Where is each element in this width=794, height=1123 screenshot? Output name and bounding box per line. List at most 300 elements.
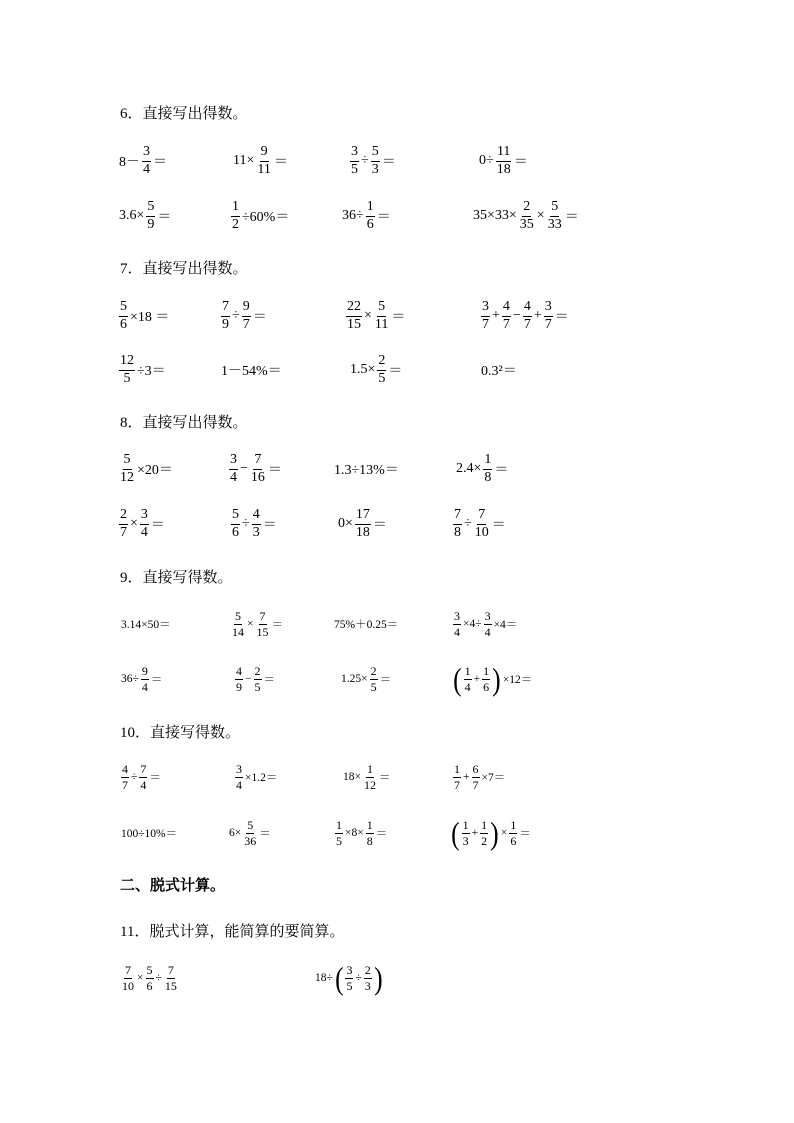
- numerator: 1: [464, 663, 471, 678]
- fraction: [366, 819, 374, 847]
- denominator: 7: [472, 777, 479, 792]
- math-problem: [345, 291, 406, 341]
- denominator: 8: [454, 524, 461, 540]
- numerator: 2: [522, 200, 531, 217]
- fraction: [464, 665, 472, 693]
- numerator: 5: [231, 508, 240, 525]
- math-problem: [232, 136, 289, 186]
- denominator: 11: [374, 316, 389, 332]
- numerator: 1: [336, 817, 342, 832]
- problem-row: [0, 191, 794, 241]
- numerator: 5: [235, 608, 241, 623]
- expression-text: 18×: [343, 771, 361, 783]
- math-problem: [220, 345, 283, 395]
- expression-text: ＝: [379, 772, 391, 784]
- expression-text: ＝: [262, 518, 277, 533]
- denominator: 35: [519, 216, 534, 232]
- numerator: 5: [247, 817, 254, 832]
- denominator: 5: [370, 679, 377, 694]
- math-problem: [230, 191, 290, 241]
- fraction: [523, 300, 532, 332]
- fraction: [252, 508, 261, 540]
- denominator: 2: [232, 216, 239, 232]
- numerator: 5: [123, 453, 132, 470]
- denominator: 18: [355, 524, 370, 540]
- math-problem: [333, 444, 400, 494]
- fraction: [371, 145, 380, 177]
- fraction: [496, 145, 512, 177]
- numerator: 22: [346, 300, 362, 317]
- numerator: 11: [496, 145, 511, 162]
- expression-text: ×18 ＝: [130, 310, 170, 325]
- expression-text: ＝: [388, 364, 403, 379]
- problem-row: [0, 752, 794, 802]
- fraction: [483, 453, 492, 485]
- math-problem: [472, 191, 580, 241]
- denominator: 5: [378, 370, 386, 386]
- expression-text: ＝: [267, 463, 282, 478]
- math-problem: [478, 136, 529, 186]
- question-label: 10．直接写得数。: [120, 725, 241, 741]
- expression-text: ＝: [391, 310, 406, 325]
- fraction: [374, 300, 389, 332]
- numerator: 3: [484, 608, 491, 623]
- fraction: [256, 145, 271, 177]
- denominator: 6: [510, 833, 517, 848]
- problem-row: [0, 808, 794, 858]
- denominator: 2: [481, 833, 488, 848]
- fraction: [363, 763, 377, 791]
- expression-text: 11×: [233, 153, 255, 168]
- numerator: 7: [253, 453, 262, 470]
- numerator: 3: [454, 608, 460, 623]
- expression-text: 8－: [119, 155, 140, 170]
- denominator: 7: [454, 777, 460, 792]
- math-problem: [120, 654, 163, 704]
- expression-text: ＝: [379, 674, 392, 686]
- expression-text: 1－54%＝: [221, 364, 282, 379]
- expression-text: ÷3＝: [137, 364, 166, 379]
- expression-text: ＝: [554, 310, 569, 325]
- denominator: 15: [164, 978, 177, 993]
- expression-text: ×8×: [345, 827, 364, 839]
- fraction: [462, 819, 470, 847]
- math-problem: [118, 499, 166, 549]
- question-label: 8．直接写出得数。: [120, 415, 248, 431]
- numerator: 4: [252, 508, 261, 525]
- expression-text: ×: [364, 308, 372, 323]
- numerator: 5: [377, 300, 386, 317]
- math-problem: [230, 599, 284, 649]
- expression-text: ×: [137, 972, 144, 984]
- expression-text: ÷60%＝: [242, 210, 290, 225]
- numerator: 9: [260, 145, 269, 162]
- fraction: [355, 508, 371, 540]
- math-problem: [120, 808, 178, 858]
- expression-text: ＝: [375, 828, 388, 840]
- numerator: 1: [483, 663, 490, 678]
- expression-text: 1.3÷13%＝: [334, 463, 399, 478]
- numerator: 3: [140, 508, 149, 525]
- denominator: 15: [347, 316, 361, 332]
- expression-text: ×20＝: [137, 463, 173, 478]
- expression-text: ＝: [153, 155, 167, 170]
- parenthesis: (: [453, 661, 462, 697]
- numerator: 6: [472, 761, 479, 776]
- expression-text: 0÷: [479, 153, 494, 168]
- numerator: 4: [236, 663, 242, 678]
- expression-text: ＝: [494, 463, 509, 478]
- denominator: 16: [250, 469, 265, 485]
- denominator: 4: [230, 469, 237, 485]
- numerator: 4: [122, 761, 128, 776]
- math-problem: [118, 345, 167, 395]
- expression-text: ×7＝: [481, 772, 506, 784]
- fraction: [119, 508, 128, 540]
- expression-text: ×: [536, 208, 545, 223]
- fraction: [509, 819, 517, 847]
- expression-text: ＝: [263, 674, 275, 686]
- numerator: 1: [510, 817, 517, 832]
- expression-text: 0×: [338, 516, 353, 531]
- parenthesis: ): [490, 815, 499, 851]
- expression-text: +: [533, 308, 542, 323]
- math-problem: [118, 191, 172, 241]
- math-problem: [340, 654, 392, 704]
- fraction: [484, 610, 492, 638]
- denominator: 7: [502, 316, 510, 332]
- denominator: 5: [123, 370, 131, 386]
- numerator: 17: [355, 508, 371, 525]
- denominator: 8: [484, 469, 492, 485]
- denominator: 15: [256, 624, 269, 639]
- numerator: 4: [523, 300, 532, 317]
- math-problem: [452, 752, 506, 802]
- denominator: 6: [120, 316, 127, 332]
- denominator: 9: [147, 216, 155, 232]
- numerator: 3: [544, 300, 553, 317]
- denominator: 6: [146, 978, 153, 993]
- expression-text: ×12＝: [502, 674, 533, 686]
- expression-text: ＝: [149, 772, 161, 784]
- denominator: 7: [242, 316, 250, 332]
- numerator: 7: [453, 508, 462, 525]
- denominator: 10: [122, 978, 134, 993]
- numerator: 5: [119, 300, 128, 317]
- denominator: 4: [140, 524, 148, 540]
- math-problem: [480, 291, 570, 341]
- expression-text: ＝: [252, 310, 267, 325]
- denominator: 6: [366, 216, 374, 232]
- expression-text: +: [492, 308, 500, 323]
- math-problem: [349, 345, 403, 395]
- denominator: 10: [474, 524, 489, 540]
- fraction: [472, 763, 480, 791]
- expression-text: ＝: [273, 155, 288, 170]
- expression-text: 36÷: [121, 673, 139, 685]
- fraction: [364, 964, 372, 992]
- problem-row: [0, 345, 794, 395]
- denominator: 7: [482, 316, 489, 332]
- denominator: 7: [120, 524, 127, 540]
- math-problem: [333, 599, 399, 649]
- expression-text: ＝: [381, 155, 396, 170]
- fraction: [231, 508, 240, 540]
- expression-text: ＝: [150, 674, 163, 686]
- denominator: 5: [336, 833, 342, 848]
- math-problem: [120, 953, 179, 1003]
- fraction: [377, 354, 386, 386]
- fraction: [146, 200, 155, 232]
- math-problem: [118, 444, 174, 494]
- math-problem: [452, 654, 533, 704]
- fraction: [502, 300, 511, 332]
- expression-text: ÷: [232, 308, 240, 323]
- denominator: 12: [364, 777, 376, 792]
- math-problem: [455, 444, 509, 494]
- denominator: 4: [464, 679, 471, 694]
- math-problem: [120, 599, 172, 649]
- numerator: 4: [502, 300, 511, 317]
- expression-text: ÷: [464, 516, 472, 531]
- fraction: [119, 300, 128, 332]
- expression-text: ×: [130, 516, 138, 531]
- fraction: [345, 964, 353, 992]
- math-problem: [450, 808, 532, 858]
- expression-text: ×: [500, 827, 508, 839]
- expression-text: +: [471, 827, 479, 839]
- fraction: [235, 665, 243, 693]
- numerator: 7: [167, 962, 174, 977]
- problem-row: [0, 953, 794, 1003]
- fraction: [366, 200, 375, 232]
- parenthesis: (: [334, 960, 344, 996]
- expression-text: ＝: [491, 518, 506, 533]
- expression-text: ＝: [150, 518, 165, 533]
- denominator: 4: [484, 624, 491, 639]
- denominator: 9: [236, 679, 242, 694]
- fraction: [231, 610, 245, 638]
- fraction: [243, 819, 257, 847]
- fraction: [121, 763, 129, 791]
- fraction: [242, 300, 251, 332]
- numerator: 2: [370, 663, 377, 678]
- expression-text: 100÷10%＝: [121, 828, 178, 840]
- fraction: [119, 354, 135, 386]
- fraction: [140, 508, 149, 540]
- math-problem: [341, 191, 392, 241]
- math-problem: [228, 808, 272, 858]
- fraction: [544, 300, 553, 332]
- fraction: [350, 145, 359, 177]
- numerator: 2: [254, 663, 261, 678]
- fraction: [480, 819, 488, 847]
- numerator: 3: [350, 145, 359, 162]
- denominator: 14: [232, 624, 244, 639]
- fraction: [256, 610, 270, 638]
- numerator: 5: [371, 145, 380, 162]
- math-problem: [118, 136, 168, 186]
- expression-text: 3.14×50＝: [121, 619, 171, 631]
- denominator: 36: [244, 833, 257, 848]
- expression-text: 6×: [229, 827, 242, 839]
- denominator: 7: [523, 316, 531, 332]
- math-problem: [452, 499, 507, 549]
- expression-text: 75%＋0.25＝: [334, 619, 399, 631]
- fraction: [250, 453, 266, 485]
- parenthesis: ): [373, 960, 383, 996]
- math-problem: [120, 752, 162, 802]
- question-label: 11．脱式计算，能简算的要简算。: [120, 924, 345, 940]
- question-label: 7．直接写出得数。: [120, 261, 248, 277]
- expression-text: ÷: [355, 972, 362, 984]
- expression-text: 1.25×: [341, 673, 368, 685]
- fraction: [221, 300, 230, 332]
- expression-text: +: [473, 673, 481, 685]
- fraction: [453, 508, 462, 540]
- expression-text: 3.6×: [119, 208, 145, 223]
- numerator: 7: [477, 508, 486, 525]
- expression-text: 0.3²＝: [481, 364, 517, 379]
- fraction: [119, 453, 135, 485]
- numerator: 7: [221, 300, 230, 317]
- math-problem: [230, 499, 278, 549]
- numerator: 1: [483, 453, 492, 470]
- parenthesis: (: [451, 815, 460, 851]
- numerator: 2: [119, 508, 128, 525]
- expression-text: ＝: [376, 210, 391, 225]
- fraction: [142, 145, 151, 177]
- expression-text: 18÷: [315, 972, 333, 984]
- problem-row: [0, 136, 794, 186]
- numerator: 3: [229, 453, 238, 470]
- parenthesis: ): [492, 661, 501, 697]
- expression-text: 1.5×: [350, 362, 376, 377]
- fraction: [335, 819, 343, 847]
- denominator: 5: [346, 978, 353, 993]
- numerator: 1: [366, 200, 375, 217]
- math-problem: [342, 752, 392, 802]
- expression-text: ＝: [513, 155, 528, 170]
- fraction: [139, 763, 147, 791]
- denominator: 4: [143, 161, 150, 177]
- math-problem: [334, 808, 388, 858]
- problem-row: [0, 599, 794, 649]
- numerator: 1: [366, 817, 373, 832]
- denominator: 18: [496, 161, 511, 177]
- expression-text: ＝: [259, 828, 271, 840]
- math-problem: [118, 291, 170, 341]
- fraction: [453, 763, 461, 791]
- denominator: 7: [544, 316, 552, 332]
- fraction: [146, 964, 154, 992]
- expression-text: 36÷: [342, 208, 364, 223]
- expression-text: 35×33×: [473, 208, 517, 223]
- fraction: [231, 200, 240, 232]
- expression-text: ＝: [372, 518, 387, 533]
- numerator: 7: [259, 608, 266, 623]
- numerator: 1: [481, 817, 488, 832]
- expression-text: ÷: [155, 972, 162, 984]
- denominator: 9: [222, 316, 229, 332]
- numerator: 12: [119, 354, 135, 371]
- numerator: 3: [142, 145, 151, 162]
- math-problem: [234, 752, 278, 802]
- math-problem: [337, 499, 388, 549]
- denominator: 4: [236, 777, 242, 792]
- problem-row: [0, 654, 794, 704]
- fraction: [474, 508, 490, 540]
- expression-text: −: [240, 461, 248, 476]
- fraction: [519, 200, 535, 232]
- expression-text: +: [463, 771, 470, 783]
- numerator: 7: [140, 761, 147, 776]
- expression-text: −: [512, 308, 521, 323]
- numerator: 9: [242, 300, 251, 317]
- expression-text: 2.4×: [456, 461, 482, 476]
- numerator: 1: [367, 761, 373, 776]
- expression-text: ×1.2＝: [245, 772, 278, 784]
- denominator: 3: [364, 978, 371, 993]
- denominator: 3: [371, 161, 379, 177]
- denominator: 4: [141, 679, 148, 694]
- problem-row: [0, 499, 794, 549]
- numerator: 5: [146, 962, 153, 977]
- numerator: 5: [146, 200, 155, 217]
- problem-row: [0, 444, 794, 494]
- math-problem: [220, 291, 268, 341]
- expression-text: −: [245, 673, 252, 685]
- numerator: 3: [236, 761, 242, 776]
- denominator: 3: [252, 524, 260, 540]
- math-problem: [234, 654, 276, 704]
- fraction: [235, 763, 243, 791]
- fraction: [453, 610, 461, 638]
- numerator: 5: [550, 200, 559, 217]
- numerator: 7: [125, 962, 131, 977]
- expression-text: ÷: [131, 771, 138, 783]
- numerator: 1: [231, 200, 240, 217]
- denominator: 7: [122, 777, 128, 792]
- numerator: 1: [454, 761, 460, 776]
- fraction: [164, 964, 178, 992]
- denominator: 11: [257, 161, 271, 177]
- math-problem: [480, 345, 518, 395]
- fraction: [370, 665, 378, 693]
- fraction: [482, 665, 490, 693]
- numerator: 1: [462, 817, 469, 832]
- fraction: [346, 300, 362, 332]
- expression-text: ÷: [242, 516, 250, 531]
- denominator: 6: [232, 524, 239, 540]
- denominator: 33: [547, 216, 562, 232]
- question-label: 6．直接写出得数。: [120, 106, 248, 122]
- section-title: 二、脱式计算。: [120, 878, 226, 894]
- math-problem: [452, 599, 518, 649]
- numerator: 3: [346, 962, 353, 977]
- denominator: 12: [120, 469, 134, 485]
- fraction: [229, 453, 238, 485]
- math-problem: [349, 136, 397, 186]
- expression-text: ×4÷: [463, 618, 482, 630]
- expression-text: ÷: [361, 153, 369, 168]
- question-label: 9．直接写得数。: [120, 570, 233, 586]
- expression-text: ＝: [157, 210, 172, 225]
- fraction: [481, 300, 490, 332]
- expression-text: ×4＝: [493, 619, 518, 631]
- expression-text: ＝: [519, 828, 531, 840]
- denominator: 5: [254, 679, 261, 694]
